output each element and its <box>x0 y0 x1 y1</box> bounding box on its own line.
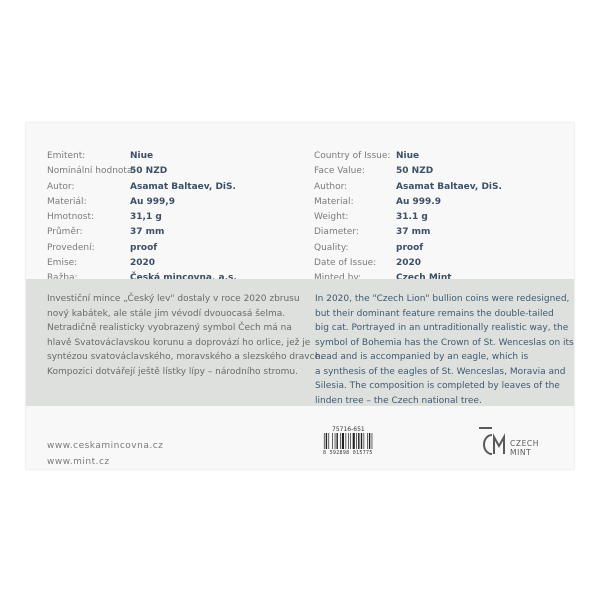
description-line: Netradičně realisticky vyobrazený symbol Čech má na <box>47 323 292 333</box>
spec-value: Niue <box>130 151 154 161</box>
description-line: linden tree – the Czech national tree. <box>315 395 482 406</box>
description-line: big cat. Portrayed in an untraditionally realistic way, the <box>315 323 569 333</box>
spec-row <box>47 225 237 240</box>
spec-row <box>314 225 502 240</box>
spec-row <box>47 210 237 225</box>
description-line: head and is accompanied by an eagle, which is <box>315 352 529 362</box>
spec-value: Au 999.9 <box>396 196 441 207</box>
spec-row <box>47 256 237 271</box>
description-line: syntézou svatováclavského, moravského a slezského dravce. <box>47 352 323 362</box>
spec-label: Emitent: <box>47 151 86 161</box>
spec-row <box>47 180 237 195</box>
description-line: Investiční mince „Český lev" dostaly v roce 2020 zbrusu <box>47 294 300 304</box>
spec-label: Emise: <box>47 258 78 269</box>
spec-row <box>314 180 502 195</box>
spec-row <box>314 210 502 225</box>
czech-mint-logo-icon <box>476 425 508 461</box>
footer-links <box>47 438 163 470</box>
description-line: symbol of Bohemia has the Crown of St. Wenceslas on its <box>315 337 574 348</box>
description-english <box>315 292 574 408</box>
spec-label: Diameter: <box>314 227 359 238</box>
logo-text-line: MINT <box>510 448 532 457</box>
description-band <box>26 279 574 406</box>
description-line: Silesia. The composition is completed by leaves of the <box>315 381 560 391</box>
spec-value: proof <box>130 242 158 253</box>
spec-row <box>47 195 237 210</box>
spec-value: 31,1 g <box>130 212 162 223</box>
spec-value: 2020 <box>396 258 422 269</box>
description-line: In 2020, the "Czech Lion" bullion coins were redesigned, <box>315 294 570 304</box>
spec-label: Face Value: <box>314 166 365 177</box>
description-line: hlavě Svatováclavskou korunu a doprovází ho orlice, jež je <box>47 337 311 348</box>
spec-row <box>314 164 502 179</box>
spec-label: Date of Issue: <box>314 258 377 269</box>
czech-mint-logo <box>476 425 556 461</box>
spec-value: 37 mm <box>396 227 431 238</box>
spec-value: Au 999,9 <box>130 196 175 207</box>
barcode-digits: 8 592898 015775 <box>323 450 373 456</box>
spec-label: Materiál: <box>47 196 87 207</box>
spec-label: Nominální hodnota: <box>47 166 136 177</box>
logo-text <box>510 439 539 457</box>
spec-label: Průměr: <box>47 227 83 238</box>
spec-row <box>47 241 237 256</box>
spec-label: Author: <box>314 181 348 192</box>
spec-label: Quality: <box>314 242 349 253</box>
spec-value: proof <box>396 242 424 253</box>
spec-label: Material: <box>314 196 354 207</box>
description-line: a synthesis of the eagles of St. Wenceslas, Moravia and <box>315 366 566 377</box>
spec-row <box>314 241 502 256</box>
spec-label: Hmotnost: <box>47 212 95 223</box>
product-code: 75716-651 <box>332 426 365 433</box>
spec-row <box>47 149 237 164</box>
spec-value: Asamat Baltaev, DiS. <box>396 181 502 192</box>
description-line: nový kabátek, ale stále jim vévodí dvouocasá šelma. <box>47 308 286 319</box>
spec-value: Asamat Baltaev, DiS. <box>130 181 236 192</box>
spec-value: 31.1 g <box>396 212 428 223</box>
logo-text-line: CZECH <box>510 439 539 448</box>
spec-value: Niue <box>396 151 420 161</box>
coin-info-card <box>26 123 574 469</box>
spec-value: 50 NZD <box>130 166 168 177</box>
spec-row <box>314 256 502 271</box>
spec-label: Country of Issue: <box>314 151 391 161</box>
description-line: Kompozici dotvářejí ještě lístky lípy – národního stromu. <box>47 366 298 377</box>
spec-value: 37 mm <box>130 227 165 238</box>
spec-label: Autor: <box>47 181 75 192</box>
spec-value: 50 NZD <box>396 166 434 177</box>
website-english-link[interactable]: www.mint.cz <box>47 457 110 467</box>
description-line: but their dominant feature remains the double-tailed <box>315 308 554 319</box>
spec-row <box>47 164 237 179</box>
barcode <box>323 433 379 456</box>
specs-english <box>314 149 502 287</box>
spec-label: Provedení: <box>47 242 95 253</box>
website-czech-link[interactable]: www.ceskamincovna.cz <box>47 441 164 451</box>
spec-value: 2020 <box>130 258 156 269</box>
spec-row <box>314 195 502 210</box>
spec-row <box>314 149 502 164</box>
spec-label: Weight: <box>314 212 349 223</box>
barcode-icon <box>323 433 379 449</box>
specs-czech <box>47 149 237 287</box>
description-czech <box>47 292 323 379</box>
